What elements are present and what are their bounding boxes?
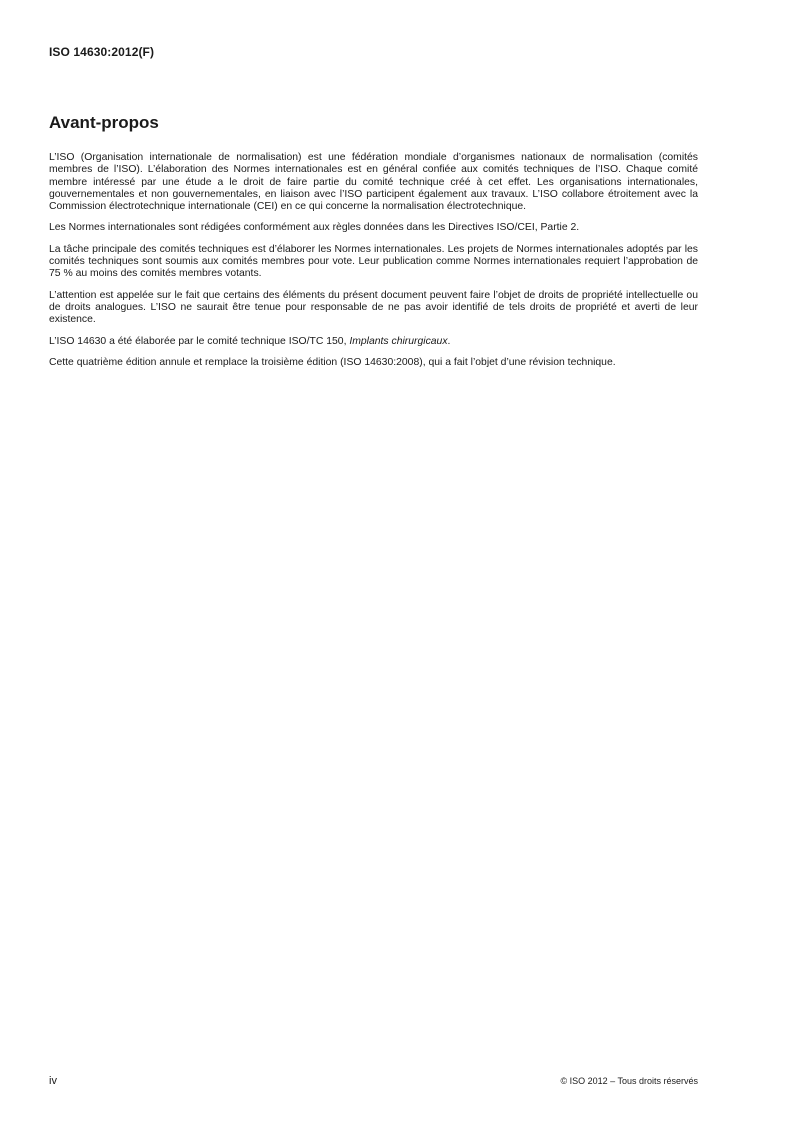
paragraph-technical-committees: La tâche principale des comités techniques est d’élaborer les Normes internationales. Les projets de Normes internationales adoptés par les comités techniques sont soumis aux comités membres pour vote. Leur publication comme Normes internationales requiert l’approbation de 75 % au moins des comités membres votants.	[49, 243, 698, 280]
prepared-by-text: L’ISO 14630 a été élaborée par le comité technique ISO/TC 150,	[49, 335, 350, 347]
paragraph-iso-organisation: L’ISO (Organisation internationale de normalisation) est une fédération mondiale d’organismes nationaux de normalisation (comités membres de l’ISO). L’élaboration des Normes internationales est en général confiée aux comités techniques de l’ISO. Chaque comité membre intéressé par une étude a le droit de faire partie du comité technique créé à cet effet. Les organisations internationales, gouvernementales et non gouvernementales, en liaison avec l’ISO participent également aux travaux. L’ISO collabore étroitement avec la Commission électrotechnique internationale (CEI) en ce qui concerne la normalisation électrotechnique.	[49, 152, 698, 213]
paragraph-edition: Cette quatrième édition annule et remplace la troisième édition (ISO 14630:2008), qui a fait l’objet d’une révision technique.	[49, 356, 616, 368]
committee-title: Implants chirurgicaux	[349, 335, 448, 347]
prepared-by-end: .	[447, 335, 451, 347]
section-title: Avant-propos	[49, 113, 159, 132]
page-number: iv	[49, 1075, 57, 1087]
foreword-body	[49, 152, 698, 378]
copyright-notice: © ISO 2012 – Tous droits réservés	[560, 1076, 698, 1086]
paragraph-directives: Les Normes internationales sont rédigées conformément aux règles données dans les Directives ISO/CEI, Partie 2.	[49, 222, 580, 234]
document-id-header: ISO 14630:2012(F)	[49, 45, 155, 59]
paragraph-patent-rights: L’attention est appelée sur le fait que certains des éléments du présent document peuvent faire l’objet de droits de propriété intellectuelle ou de droits analogues. L’ISO ne saurait être tenue pour responsable de ne pas avoir identifié de tels droits de propriété et averti de leur existence.	[49, 289, 698, 326]
paragraph-prepared-by	[49, 336, 698, 348]
